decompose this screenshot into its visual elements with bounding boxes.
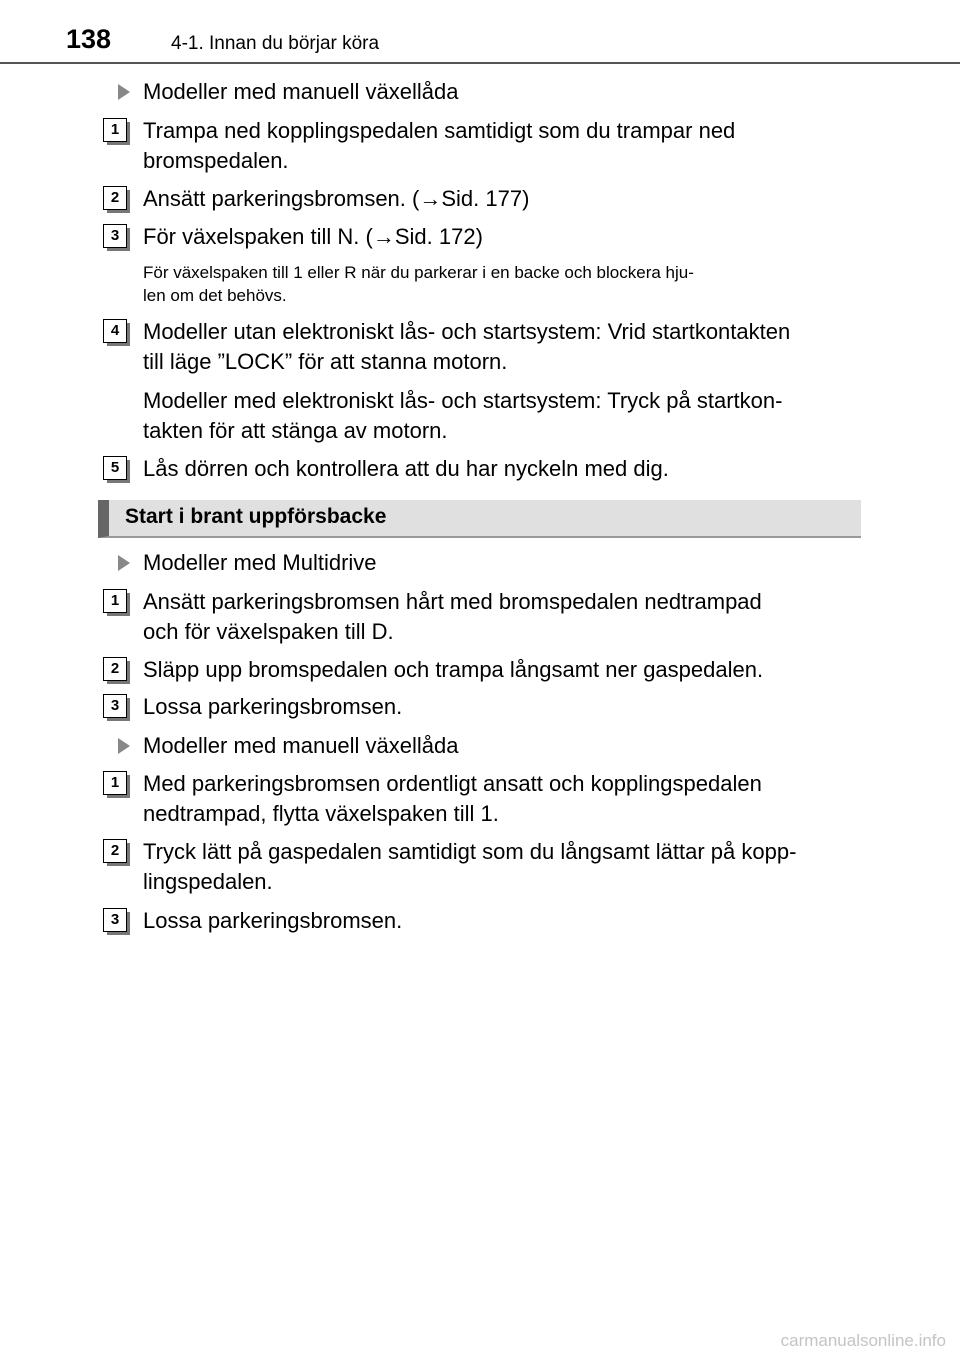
subsection-heading: Modeller med manuell växellåda — [143, 79, 459, 104]
step-text: Med parkeringsbromsen ordentligt ansatt och kopplingspedalen — [143, 771, 762, 796]
step-text: och för växelspaken till D. — [143, 619, 394, 644]
step-text: För växelspaken till N. (→Sid. 172) — [143, 224, 483, 249]
step-text: Ansätt parkeringsbromsen hårt med bromspedalen nedtrampad — [143, 589, 762, 614]
note-text: För växelspaken till 1 eller R när du parkerar i en backe och blockera hju- — [143, 263, 694, 282]
header-divider — [0, 62, 960, 64]
page-number: 138 — [66, 24, 112, 54]
section-heading: Start i brant uppförsbacke — [125, 505, 387, 528]
step-number-badge: 1 — [103, 118, 127, 142]
step-number-badge: 1 — [103, 589, 127, 613]
step-number-badge: 1 — [103, 771, 127, 795]
subsection-heading: Modeller med Multidrive — [143, 550, 377, 575]
step-number-badge: 3 — [103, 224, 127, 248]
triangle-bullet-icon — [118, 555, 130, 571]
step-text: Lossa parkeringsbromsen. — [143, 908, 403, 933]
step-number-badge: 5 — [103, 456, 127, 480]
step-text: till läge ”LOCK” för att stanna motorn. — [143, 349, 508, 374]
step-number-badge: 3 — [103, 908, 127, 932]
step-text: Lossa parkeringsbromsen. — [143, 694, 403, 719]
section-heading-bar — [98, 500, 861, 538]
section-title: 4-1. Innan du börjar köra — [171, 33, 380, 54]
step-text: nedtrampad, flytta växelspaken till 1. — [143, 801, 499, 826]
page-header — [0, 0, 960, 66]
step-text: Modeller med elektroniskt lås- och startsystem: Tryck på startkon- — [143, 388, 783, 413]
triangle-bullet-icon — [118, 84, 130, 100]
step-text: Trampa ned kopplingspedalen samtidigt som du trampar ned — [143, 118, 736, 143]
step-text: Lås dörren och kontrollera att du har nyckeln med dig. — [143, 456, 669, 481]
step-text: lingspedalen. — [143, 869, 273, 894]
triangle-bullet-icon — [118, 738, 130, 754]
step-text: bromspedalen. — [143, 148, 289, 173]
subsection-heading: Modeller med manuell växellåda — [143, 733, 459, 758]
step-text: takten för att stänga av motorn. — [143, 418, 448, 443]
step-number-badge: 2 — [103, 657, 127, 681]
step-text: Modeller utan elektroniskt lås- och startsystem: Vrid startkontakten — [143, 319, 791, 344]
step-text: Släpp upp bromspedalen och trampa långsamt ner gaspedalen. — [143, 657, 764, 682]
watermark-text: carmanualsonline.info — [780, 1331, 946, 1350]
step-number-badge: 3 — [103, 694, 127, 718]
note-text: len om det behövs. — [143, 286, 287, 305]
step-number-badge: 2 — [103, 186, 127, 210]
step-text: Tryck lätt på gaspedalen samtidigt som du långsamt lättar på kopp- — [143, 839, 797, 864]
step-text: Ansätt parkeringsbromsen. (→Sid. 177) — [143, 186, 530, 211]
step-number-badge: 2 — [103, 839, 127, 863]
step-number-badge: 4 — [103, 319, 127, 343]
